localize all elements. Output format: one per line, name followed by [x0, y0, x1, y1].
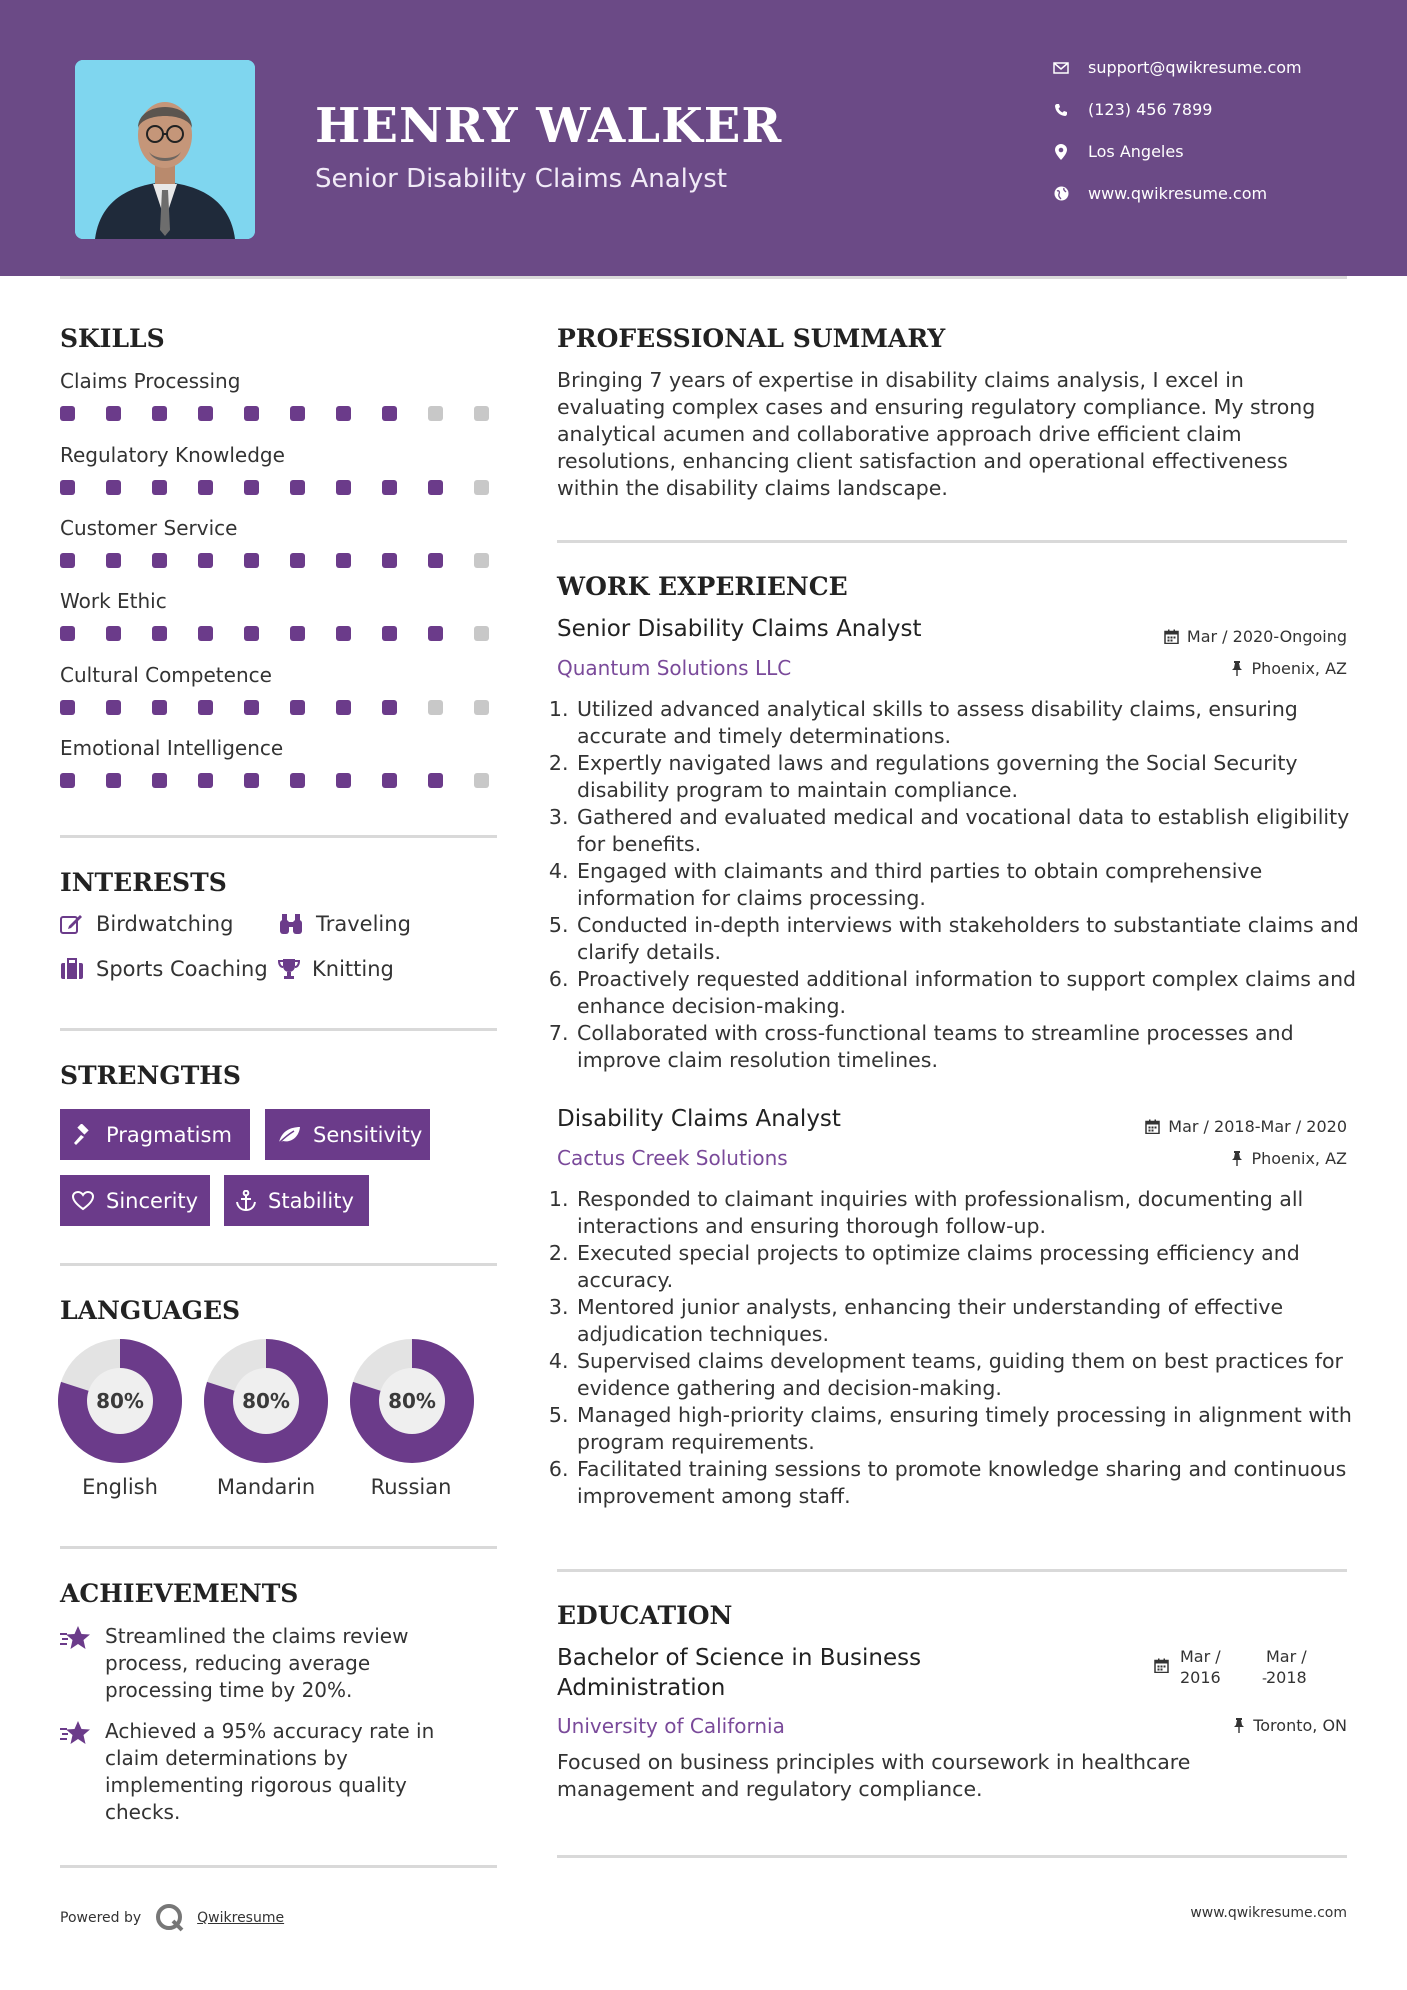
degree-line: Administration [557, 1675, 726, 1701]
rating-dot-empty [474, 406, 489, 421]
calendar-icon [1164, 629, 1179, 644]
job-bullet: 5. Conducted in-depth interviews with stakeholders to substantiate claims and clarify details. [575, 912, 1365, 966]
language-name: English [82, 1475, 158, 1499]
date-part: Mar / [1266, 1647, 1307, 1666]
rating-dot-filled [106, 553, 121, 568]
achievement-text: Achieved a 95% accuracy rate in claim determinations by implementing rigorous quality checks. [105, 1719, 435, 1824]
rating-dot-filled [244, 700, 259, 715]
education-description: Focused on business principles with coursework in healthcare management and regulatory compliance. [557, 1750, 1191, 1801]
rating-dot-empty [474, 480, 489, 495]
rating-dot-filled [198, 626, 213, 641]
header-divider [60, 276, 1347, 279]
rating-dot-filled [152, 480, 167, 495]
education-location [1233, 1716, 1347, 1735]
job-bullet: 7. Collaborated with cross-functional teams to streamline processes and improve claim resolution timelines. [575, 1020, 1365, 1074]
school-name: University of California [557, 1714, 785, 1738]
rating-dot-empty [474, 553, 489, 568]
contact-location [1050, 142, 1184, 161]
contact-email[interactable] [1050, 58, 1302, 77]
rating-dot-filled [198, 406, 213, 421]
contact-website-text: www.qwikresume.com [1088, 184, 1268, 203]
rating-dot-filled [152, 773, 167, 788]
powered-by-text: Powered by [60, 1910, 142, 1926]
rating-dot-filled [60, 553, 75, 568]
rating-dot-filled [382, 773, 397, 788]
anchor-icon [236, 1190, 256, 1212]
rating-dot-filled [198, 773, 213, 788]
rating-dot-filled [290, 773, 305, 788]
job-bullet: 3. Mentored junior analysts, enhancing their understanding of effective adjudication techniques. [575, 1294, 1365, 1348]
section-divider [60, 835, 497, 838]
footer-website[interactable]: www.qwikresume.com [1190, 1905, 1347, 1921]
strength-label: Pragmatism [106, 1122, 232, 1147]
strength-label: Sincerity [106, 1188, 199, 1213]
achievement-item [60, 1623, 460, 1704]
strengths-heading: STRENGTHS [60, 1061, 241, 1090]
rating-dot-filled [290, 700, 305, 715]
rating-dot-filled [106, 626, 121, 641]
interest-label: Knitting [312, 957, 394, 981]
job-location [1231, 659, 1347, 678]
language-percent: 80% [242, 1389, 290, 1413]
interest-item [60, 957, 268, 981]
skill-rating [60, 773, 489, 788]
experience-heading: WORK EXPERIENCE [557, 572, 848, 601]
job-title: Disability Claims Analyst [557, 1106, 841, 1132]
language-gauge [350, 1339, 474, 1463]
contact-website[interactable] [1050, 184, 1267, 203]
section-divider [60, 1263, 497, 1266]
rating-dot-filled [290, 626, 305, 641]
rating-dot-filled [382, 406, 397, 421]
suitcase-icon [60, 958, 84, 980]
achievements-heading: ACHIEVEMENTS [60, 1579, 299, 1608]
rating-dot-filled [60, 626, 75, 641]
section-divider [60, 1546, 497, 1549]
candidate-name: HENRY WALKER [315, 98, 783, 154]
profile-photo [75, 60, 255, 239]
job-location [1231, 1149, 1347, 1168]
language-percent: 80% [96, 1389, 144, 1413]
rating-dot-filled [106, 480, 121, 495]
candidate-title: Senior Disability Claims Analyst [315, 164, 728, 194]
strength-tag [224, 1175, 369, 1226]
rating-dot-filled [106, 700, 121, 715]
skill-rating [60, 480, 489, 495]
summary-heading: PROFESSIONAL SUMMARY [557, 324, 946, 353]
skill-name: Regulatory Knowledge [60, 443, 285, 467]
rating-dot-filled [60, 773, 75, 788]
interest-label: Birdwatching [96, 912, 234, 936]
rating-dot-filled [152, 700, 167, 715]
footer-powered-by [60, 1903, 284, 1933]
achievement-text: Streamlined the claims review process, reducing average processing time by 20%. [105, 1624, 409, 1702]
rating-dot-filled [336, 626, 351, 641]
leaf-icon [277, 1125, 301, 1145]
interests-heading: INTERESTS [60, 868, 227, 897]
rating-dot-filled [244, 406, 259, 421]
job-bullets [557, 696, 1365, 1074]
skill-rating [60, 700, 489, 715]
contact-phone-text: (123) 456 7899 [1088, 100, 1213, 119]
rating-dot-empty [428, 700, 443, 715]
date-separator: - [1262, 1671, 1268, 1687]
calendar-icon [1154, 1658, 1169, 1677]
job-bullet: 1. Responded to claimant inquiries with professionalism, documenting all interactions and ensuring thorough follow-up. [575, 1186, 1365, 1240]
rating-dot-empty [428, 406, 443, 421]
date-part: 2018 [1266, 1668, 1307, 1687]
interest-label: Sports Coaching [96, 957, 268, 981]
section-divider [557, 1569, 1347, 1572]
binoculars-icon [278, 913, 304, 935]
rating-dot-filled [336, 773, 351, 788]
rating-dot-filled [428, 773, 443, 788]
summary-text: Bringing 7 years of expertise in disability claims analysis, I excel in evaluating complex cases and ensuring regulatory compliance. My strong analytical acumen and collaborative approach drive efficient claim resolutions, enhancing client satisfaction and operational effectiveness within the disability claims landscape. [557, 368, 1316, 500]
education-location-text: Toronto, ON [1253, 1716, 1347, 1735]
heart-icon [72, 1191, 94, 1211]
rating-dot-filled [428, 553, 443, 568]
phone-icon [1050, 103, 1072, 117]
strength-tag [60, 1109, 250, 1160]
pencil-square-icon [60, 913, 84, 935]
language-gauge [58, 1339, 182, 1463]
pushpin-icon [1231, 1151, 1243, 1166]
rating-dot-filled [428, 626, 443, 641]
achievement-item [60, 1718, 460, 1826]
brand-link[interactable]: Qwikresume [197, 1910, 285, 1926]
job-dates [1145, 1117, 1347, 1136]
skill-rating [60, 406, 489, 421]
section-divider [60, 1865, 497, 1868]
date-part: Mar / [1180, 1647, 1221, 1666]
company-name: Cactus Creek Solutions [557, 1146, 788, 1170]
map-pin-icon [1050, 144, 1072, 160]
skill-name: Work Ethic [60, 589, 167, 613]
rating-dot-filled [244, 553, 259, 568]
trophy-icon [278, 958, 300, 980]
job-dates-text: Mar / 2020-Ongoing [1186, 627, 1347, 646]
skill-name: Claims Processing [60, 369, 241, 393]
rating-dot-filled [244, 480, 259, 495]
skills-heading: SKILLS [60, 324, 165, 353]
rating-dot-filled [382, 700, 397, 715]
pushpin-icon [1233, 1718, 1245, 1733]
rating-dot-empty [474, 773, 489, 788]
interest-item [60, 912, 233, 936]
rating-dot-filled [382, 553, 397, 568]
rating-dot-empty [474, 700, 489, 715]
section-divider [60, 1028, 497, 1031]
interest-item [278, 912, 411, 936]
envelope-icon [1050, 62, 1072, 74]
pushpin-icon [1231, 661, 1243, 676]
rating-dot-filled [290, 480, 305, 495]
rating-dot-filled [60, 406, 75, 421]
interest-item [278, 957, 394, 981]
degree-line: Bachelor of Science in Business [557, 1645, 922, 1671]
rating-dot-filled [382, 626, 397, 641]
job-bullet: 5. Managed high-priority claims, ensuring timely processing in alignment with program requirements. [575, 1402, 1365, 1456]
contact-location-text: Los Angeles [1088, 142, 1184, 161]
skill-rating [60, 626, 489, 641]
rating-dot-filled [336, 700, 351, 715]
language-percent: 80% [388, 1389, 436, 1413]
job-title: Senior Disability Claims Analyst [557, 616, 922, 642]
rating-dot-empty [474, 626, 489, 641]
skill-name: Customer Service [60, 516, 238, 540]
job-dates-text: Mar / 2018-Mar / 2020 [1168, 1117, 1347, 1136]
section-divider [557, 1855, 1347, 1858]
rating-dot-filled [244, 773, 259, 788]
contact-phone[interactable] [1050, 100, 1212, 119]
job-dates [1164, 627, 1347, 646]
header-banner [0, 0, 1407, 276]
star-icon [60, 1718, 105, 1826]
rating-dot-filled [198, 700, 213, 715]
rating-dot-filled [198, 480, 213, 495]
rating-dot-filled [152, 553, 167, 568]
rating-dot-filled [244, 626, 259, 641]
job-bullet: 4. Supervised claims development teams, guiding them on best practices for evidence gathering and decision-making. [575, 1348, 1365, 1402]
rating-dot-filled [428, 480, 443, 495]
rating-dot-filled [290, 553, 305, 568]
interest-label: Traveling [316, 912, 411, 936]
rating-dot-filled [336, 480, 351, 495]
rating-dot-filled [106, 406, 121, 421]
job-bullet: 6. Facilitated training sessions to promote knowledge sharing and continuous improvement among staff. [575, 1456, 1365, 1510]
education-heading: EDUCATION [557, 1601, 733, 1630]
rating-dot-filled [336, 553, 351, 568]
qwikresume-logo-icon [155, 1903, 185, 1933]
education-start-date [1180, 1646, 1221, 1688]
job-bullet: 2. Expertly navigated laws and regulations governing the Social Security disability program to maintain compliance. [575, 750, 1365, 804]
star-icon [60, 1623, 105, 1704]
contact-email-text: support@qwikresume.com [1088, 58, 1302, 77]
rating-dot-filled [60, 700, 75, 715]
job-location-text: Phoenix, AZ [1251, 1149, 1347, 1168]
rating-dot-filled [198, 553, 213, 568]
strength-tag [265, 1109, 430, 1160]
rating-dot-filled [106, 773, 121, 788]
strength-label: Stability [268, 1188, 354, 1213]
rating-dot-filled [152, 406, 167, 421]
rating-dot-filled [382, 480, 397, 495]
rating-dot-filled [152, 626, 167, 641]
gavel-icon [72, 1124, 94, 1146]
job-bullet: 3. Gathered and evaluated medical and vocational data to establish eligibility for benefits. [575, 804, 1365, 858]
strength-label: Sensitivity [313, 1122, 423, 1147]
job-bullet: 1. Utilized advanced analytical skills to assess disability claims, ensuring accurate and timely determinations. [575, 696, 1365, 750]
languages-heading: LANGUAGES [60, 1296, 241, 1325]
date-part: 2016 [1180, 1668, 1221, 1687]
strength-tag [60, 1175, 210, 1226]
job-bullet: 6. Proactively requested additional information to support complex claims and enhance decision-making. [575, 966, 1365, 1020]
language-gauge [204, 1339, 328, 1463]
education-end-date [1266, 1646, 1307, 1688]
language-name: Mandarin [216, 1475, 316, 1499]
job-location-text: Phoenix, AZ [1251, 659, 1347, 678]
section-divider [557, 540, 1347, 543]
rating-dot-filled [290, 406, 305, 421]
rating-dot-filled [60, 480, 75, 495]
skill-name: Cultural Competence [60, 663, 272, 687]
company-name: Quantum Solutions LLC [557, 656, 792, 680]
skill-rating [60, 553, 489, 568]
job-bullet: 2. Executed special projects to optimize claims processing efficiency and accuracy. [575, 1240, 1365, 1294]
job-bullet: 4. Engaged with claimants and third parties to obtain comprehensive information for claims processing. [575, 858, 1365, 912]
language-name: Russian [370, 1475, 452, 1499]
globe-icon [1050, 186, 1072, 201]
job-bullets [557, 1186, 1365, 1510]
calendar-icon [1145, 1119, 1160, 1134]
rating-dot-filled [336, 406, 351, 421]
skill-name: Emotional Intelligence [60, 736, 284, 760]
